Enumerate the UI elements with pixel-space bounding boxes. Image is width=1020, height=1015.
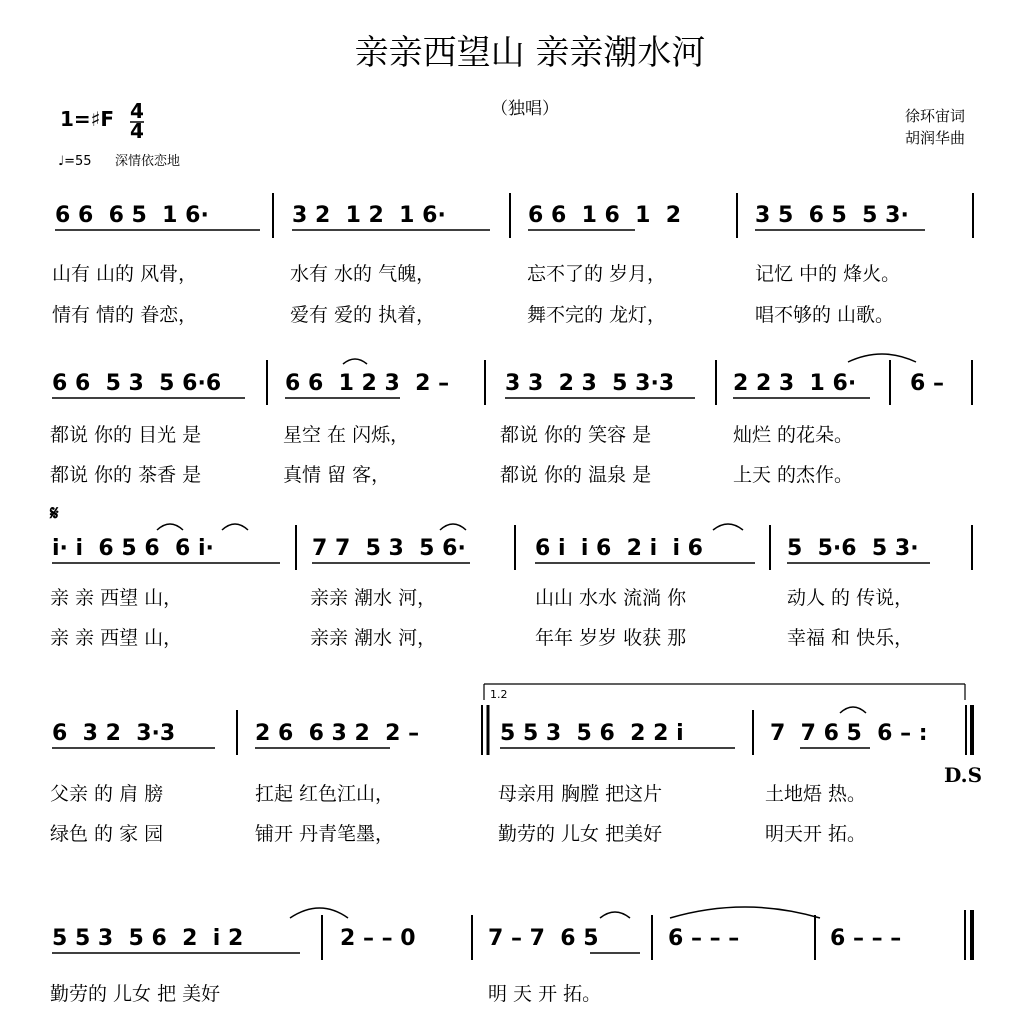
- slur-arc: [713, 524, 743, 530]
- lyric-line: 铺开 丹青笔墨，: [255, 823, 395, 845]
- slur-arc: [343, 359, 367, 364]
- lyric-line: 水有 水的 气魄，: [290, 263, 436, 285]
- lyric-line: 土地焐 热。: [765, 783, 867, 805]
- volta-number: 1.2: [490, 688, 508, 701]
- measure-notes: 6 –: [910, 371, 944, 396]
- slur-arc: [157, 524, 183, 530]
- lyric-line: 母亲用 胸膛 把这片: [498, 783, 663, 805]
- lyric-line: 动人 的 传说，: [787, 587, 914, 609]
- lyric-line: 绿色 的 家 园: [50, 823, 164, 845]
- lyric-line: 都说 你的 茶香 是: [50, 464, 202, 486]
- tie-arc: [848, 354, 916, 362]
- lyric-line: 情有 情的 眷恋，: [52, 304, 198, 326]
- measure-notes: 2 2 3 1 6·: [733, 371, 857, 396]
- measure-notes: 3 3 2 3 5 3·3: [505, 371, 675, 396]
- song-title: 亲亲西望山 亲亲潮水河: [354, 33, 706, 73]
- tempo-marking: ♩=55: [58, 154, 92, 169]
- lyric-line: 唱不够的 山歌。: [755, 304, 895, 326]
- measure-notes: 2 – – 0: [340, 926, 416, 951]
- measure-notes: 6 i i 6 2 i i 6: [535, 536, 703, 561]
- measure-notes: 3 5 6 5 5 3·: [755, 203, 909, 228]
- lyric-line: 明天开 拓。: [765, 823, 867, 845]
- key-signature: 1=♯F: [60, 107, 115, 131]
- music-system: [50, 684, 982, 845]
- tie-arc: [670, 907, 820, 918]
- lyricist-credit: 徐环宙词: [905, 107, 966, 125]
- measure-notes: 6 6 1 2 3 2 –: [285, 371, 450, 396]
- lyric-line: 亲亲 潮水 河，: [310, 627, 437, 649]
- measure-notes: 3 2 1 2 1 6·: [292, 203, 446, 228]
- lyric-line: 幸福 和 快乐，: [787, 627, 914, 649]
- measure-notes: 6 – – –: [668, 926, 740, 951]
- lyric-line: 灿烂 的花朵。: [733, 424, 854, 446]
- segno-sign: 𝄋: [50, 501, 59, 525]
- tie-arc: [290, 908, 348, 918]
- lyric-line: 上天 的杰作。: [733, 464, 854, 486]
- lyric-line: 父亲 的 肩 膀: [50, 783, 164, 805]
- lyric-line: 明 天 开 拓。: [488, 983, 602, 1005]
- measure-notes: i· i 6 5 6 6 i·: [52, 536, 214, 561]
- lyric-line: 真情 留 客，: [283, 464, 391, 486]
- measure-notes: 7 7 6 5 6 – :: [770, 721, 928, 746]
- dal-segno-mark: D.S: [944, 763, 983, 787]
- lyric-line: 星空 在 闪烁，: [283, 424, 410, 446]
- music-system: [49, 501, 972, 649]
- measure-notes: 5 5 3 5 6 2 2 i: [500, 721, 684, 746]
- measure-notes: 6 3 2 3·3: [52, 721, 176, 746]
- time-signature-bottom: 4: [130, 119, 144, 143]
- measure-notes: 6 – – –: [830, 926, 902, 951]
- composer-credit: 胡润华曲: [905, 129, 966, 147]
- lyric-line: 勤劳的 儿女 把美好: [498, 823, 663, 845]
- measure-notes: 2 6 6 3 2 2 –: [255, 721, 420, 746]
- measure-notes: 5 5 3 5 6 2 i 2: [52, 926, 244, 951]
- lyric-line: 山有 山的 风骨，: [52, 263, 198, 285]
- lyric-line: 年年 岁岁 收获 那: [535, 627, 687, 649]
- lyric-line: 亲亲 潮水 河，: [310, 587, 437, 609]
- lyric-line: 都说 你的 笑容 是: [500, 424, 652, 446]
- lyric-line: 勤劳的 儿女 把 美好: [50, 983, 221, 1005]
- lyric-line: 都说 你的 目光 是: [50, 424, 202, 446]
- music-system: [52, 193, 973, 326]
- measure-notes: 6 6 1 6 1 2: [528, 203, 682, 228]
- slur-arc: [600, 912, 630, 918]
- lyric-line: 扛起 红色江山，: [255, 783, 395, 805]
- lyric-line: 忘不了的 岁月，: [527, 263, 667, 285]
- slur-arc: [840, 707, 866, 713]
- measure-notes: 5 5·6 5 3·: [787, 536, 919, 561]
- performance-type: （独唱）: [491, 99, 559, 119]
- lyric-line: 爱有 爱的 执着，: [290, 304, 436, 326]
- lyric-line: 都说 你的 温泉 是: [500, 464, 652, 486]
- music-system: [50, 354, 972, 486]
- expression-marking: 深情依恋地: [115, 154, 181, 169]
- lyric-line: 记忆 中的 烽火。: [755, 263, 901, 285]
- lyric-line: 亲 亲 西望 山，: [50, 627, 183, 649]
- lyric-line: 山山 水水 流淌 你: [535, 587, 687, 609]
- measure-notes: 7 – 7 6 5: [488, 926, 599, 951]
- lyric-line: 舞不完的 龙灯，: [527, 304, 667, 326]
- measure-notes: 7 7 5 3 5 6·: [312, 536, 466, 561]
- slur-arc: [222, 524, 248, 530]
- time-signature-top: 4: [130, 99, 144, 123]
- music-system: [50, 907, 972, 1005]
- measure-notes: 6 6 5 3 5 6·6: [52, 371, 222, 396]
- measure-notes: 6 6 6 5 1 6·: [55, 203, 209, 228]
- lyric-line: 亲 亲 西望 山，: [50, 587, 183, 609]
- slur-arc: [440, 524, 466, 530]
